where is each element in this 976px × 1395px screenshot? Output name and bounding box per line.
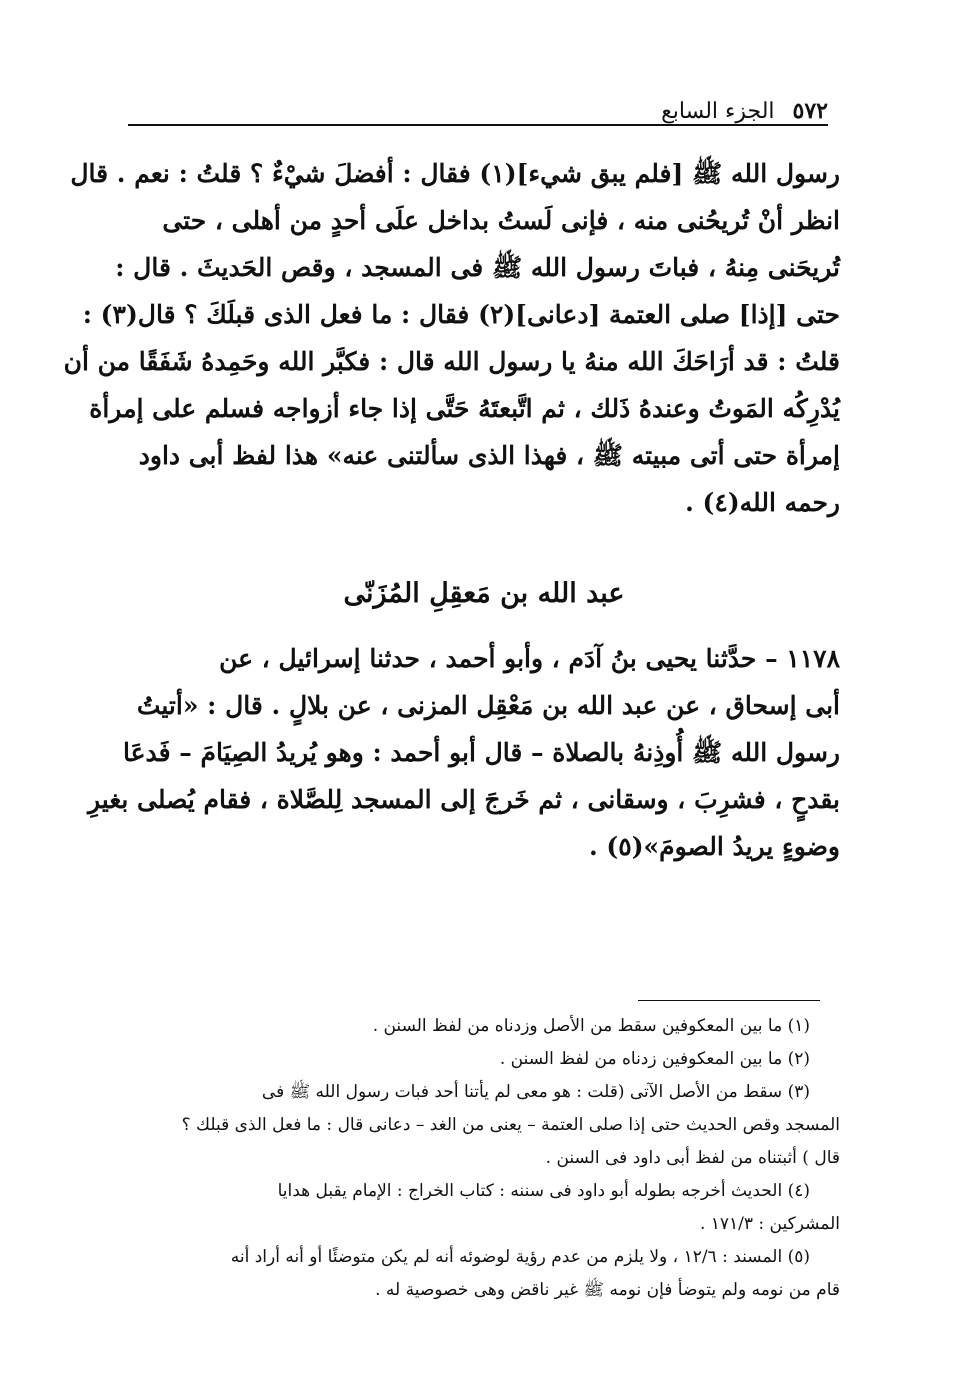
text-line: حتى [إذا] صلى العتمة [دعانى](٢) فقال : ما فعل الذى قبلَكَ ؟ قال(٣) : (82, 300, 840, 329)
text-line: تُريحَنى مِنهُ ، فباتَ رسول الله ﷺ فى المسجد ، وقص الحَديثَ . قال : (115, 253, 840, 282)
volume-label: الجزء السابع (661, 99, 775, 124)
footnote-line: (١) ما بين المعكوفين سقط من الأصل وزدناه من لفظ السنن . (372, 1016, 810, 1036)
text-line: وضوءٍ يريدُ الصومَ»(٥) . (589, 832, 840, 861)
text-line: رسول الله ﷺ أُوذِنهُ بالصلاة – قال أبو أحمد : وهو يُريدُ الصِيَامَ – فَدعَا (122, 738, 840, 767)
header-divider (128, 124, 828, 126)
text-line: يُدْرِكُه المَوتُ وعندهُ ذَلك ، ثم اتَّبعتَهُ حَتَّى إذا جاء أزواجه فسلم على إمرأة (89, 394, 840, 423)
text-line: انظر أنْ تُريحُنى منه ، فإنى لَستُ بداخل علَى أحدٍ من أهلى ، حتى (162, 206, 840, 235)
page-number: ٥٧٢ (792, 98, 828, 124)
footnote-line: (٥) المسند : ١٢/٦ ، ولا يلزم من عدم رؤية لوضوئه أنه لم يكن متوضئًا أو أنه أراد أنه (230, 1247, 810, 1267)
footnote-line: (٢) ما بين المعكوفين زدناه من لفظ السنن . (499, 1049, 810, 1069)
footnote-divider (638, 1000, 820, 1001)
passage-hadith-continuation (63, 150, 840, 526)
page-header (128, 88, 828, 124)
footnotes (128, 1010, 840, 1307)
passage-hadith-1178 (87, 635, 840, 870)
footnote-line: (٤) الحديث أخرجه بطوله أبو داود فى سننه : كتاب الخراج : الإمام يقبل هدايا (277, 1181, 810, 1201)
footnote-line: المسجد وقص الحديث حتى إذا صلى العتمة – يعنى من الغد – دعانى قال : ما فعل الذى قبلك ؟ (181, 1115, 840, 1135)
text-line: أبى إسحاق ، عن عبد الله بن مَعْقِل المزنى ، عن بلالٍ . قال : «أتيتُ (136, 691, 840, 720)
text-line: رسول الله ﷺ [فلم يبق شيء](١) فقال : أفضلَ شيْءٌ ؟ قلتُ : نعم . قال (70, 159, 840, 188)
footnote-line: المشركين : ١٧١/٣ . (699, 1214, 840, 1234)
text-line: قلتُ : قد أرَاحَكَ الله منهُ يا رسول الله قال : فكبَّر الله وحَمِدهُ شَفَقًا من أن (63, 347, 840, 376)
footnote-line: قال ) أثبتناه من لفظ أبى داود فى السنن . (545, 1148, 840, 1168)
text-line: بقدحٍ ، فشرِبَ ، وسقانى ، ثم خَرجَ إلى المسجد لِلصَّلاة ، فقام يُصلى بغيرِ (87, 785, 840, 814)
footnote-line: قام من نومه ولم يتوضأ فإن نومه ﷺ غير ناقض وهى خصوصية له . (375, 1280, 840, 1300)
text-line: إمرأة حتى أتى مبيته ﷺ ، فهذا الذى سألتنى عنه» هذا لفظ أبى داود (138, 441, 840, 470)
text-line: ١١٧٨ – حدَّثنا يحيى بنُ آدَم ، وأبو أحمد ، حدثنا إسرائيل ، عن (219, 644, 840, 673)
footnote-line: (٣) سقط من الأصل الآتى (قلت : هو معى لم يأتنا أحد فبات رسول الله ﷺ فى (261, 1082, 810, 1102)
text-line: رحمه الله(٤) . (685, 488, 840, 517)
section-heading: عبد الله بن مَعقِلِ المُزَنّى (343, 578, 625, 609)
